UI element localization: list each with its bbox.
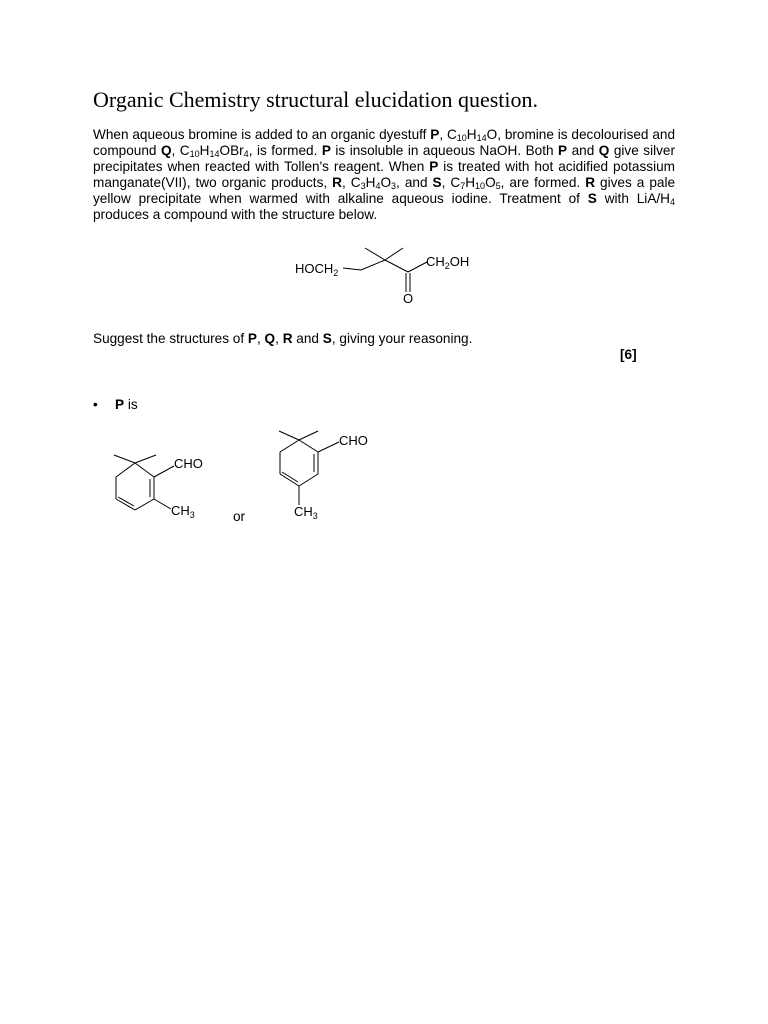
text-segment: is treated with hot acidified potassium manganate(VII), two organic products, — [93, 159, 675, 190]
text-segment: OBr — [219, 143, 244, 158]
text-segment: O — [380, 175, 392, 190]
subscript: 4 — [669, 197, 675, 207]
text-segment: gives a pale yellow precipitate when warmed with alkaline aqueous iodine. Treatment of — [93, 175, 676, 206]
text-segment: H — [466, 127, 477, 142]
text-segment: H — [199, 143, 210, 158]
compound-label: P — [247, 331, 257, 346]
compound-label: S — [432, 175, 442, 190]
text-segment: H — [365, 175, 376, 190]
ring-bond — [299, 474, 318, 486]
carbonyl-oxygen-label: O — [403, 291, 414, 306]
text-segment: , C — [341, 175, 361, 190]
ch3-label: $CH_3$ — [294, 504, 318, 521]
ring-bond — [280, 440, 299, 452]
ring-bond — [299, 440, 318, 452]
subscript: 10 — [456, 133, 467, 143]
subscript: 4 — [243, 149, 249, 159]
bullet-icon: • — [93, 397, 98, 412]
subscript: 5 — [495, 181, 501, 191]
compound-label: R — [282, 331, 293, 346]
compound-label: R — [585, 175, 596, 190]
text-segment: , C — [171, 143, 190, 158]
text-segment: H — [465, 175, 476, 190]
subscript: 4 — [375, 181, 381, 191]
subscript: 10 — [189, 149, 200, 159]
text-segment: give silver precipitates when reacted with Tollen's reagent. When — [93, 143, 675, 174]
text-segment: , — [256, 331, 265, 346]
compound-label: P — [430, 127, 440, 142]
compound-label: Q — [264, 331, 276, 346]
text-segment: When aqueous bromine is added to an organic dyestuff — [93, 127, 431, 142]
compound-label: P — [429, 159, 439, 174]
subscript: 10 — [475, 181, 486, 191]
cho-label: CHO — [174, 456, 203, 471]
text-segment: , is formed. — [248, 143, 322, 158]
compound-label: S — [322, 331, 332, 346]
text-segment: , are formed. — [500, 175, 586, 190]
subscript: 14 — [209, 149, 220, 159]
ch3-label: $CH_3$ — [171, 503, 195, 520]
text-segment: is — [124, 397, 138, 412]
text-segment: , — [275, 331, 283, 346]
text-segment: O — [485, 175, 496, 190]
compound-label: Q — [160, 143, 172, 158]
or-separator: or — [233, 509, 246, 524]
subscript: 3 — [360, 181, 366, 191]
compound-label: P — [321, 143, 331, 158]
compound-label: P — [115, 397, 125, 412]
page-title: Organic Chemistry structural elucidation question. — [93, 87, 538, 112]
text-segment: , C — [439, 127, 457, 142]
methyl-bond — [279, 431, 299, 440]
text-segment: and — [567, 143, 599, 158]
text-segment: with LiA/H — [596, 191, 670, 206]
ring-double-bond — [280, 474, 299, 486]
hoch2-label: $HOCH_2$ — [295, 261, 339, 278]
cho-label: CHO — [339, 433, 368, 448]
text-segment: is insoluble in aqueous NaOH. Both — [330, 143, 559, 158]
marks-label: [6] — [620, 347, 637, 362]
text-segment: , C — [441, 175, 461, 190]
subscript: 14 — [476, 133, 487, 143]
compound-label: Q — [598, 143, 610, 158]
subscript: 3 — [391, 181, 397, 191]
compound-label: R — [332, 175, 342, 190]
compound-label: P — [558, 143, 568, 158]
compound-label: S — [587, 191, 597, 206]
text-segment: and — [292, 331, 323, 346]
ch2oh-label: $CH_2OH$ — [426, 254, 470, 271]
subscript: 7 — [460, 181, 466, 191]
text-segment: , giving your reasoning. — [331, 331, 473, 346]
text-segment: Suggest the structures of — [93, 331, 248, 346]
text-segment: , and — [396, 175, 433, 190]
methyl-bond — [299, 431, 318, 440]
text-segment: O, bromine is decolourised and compound — [93, 127, 675, 158]
aldehyde-bond — [318, 442, 339, 452]
text-segment: produces a compound with the structure below. — [93, 207, 378, 222]
